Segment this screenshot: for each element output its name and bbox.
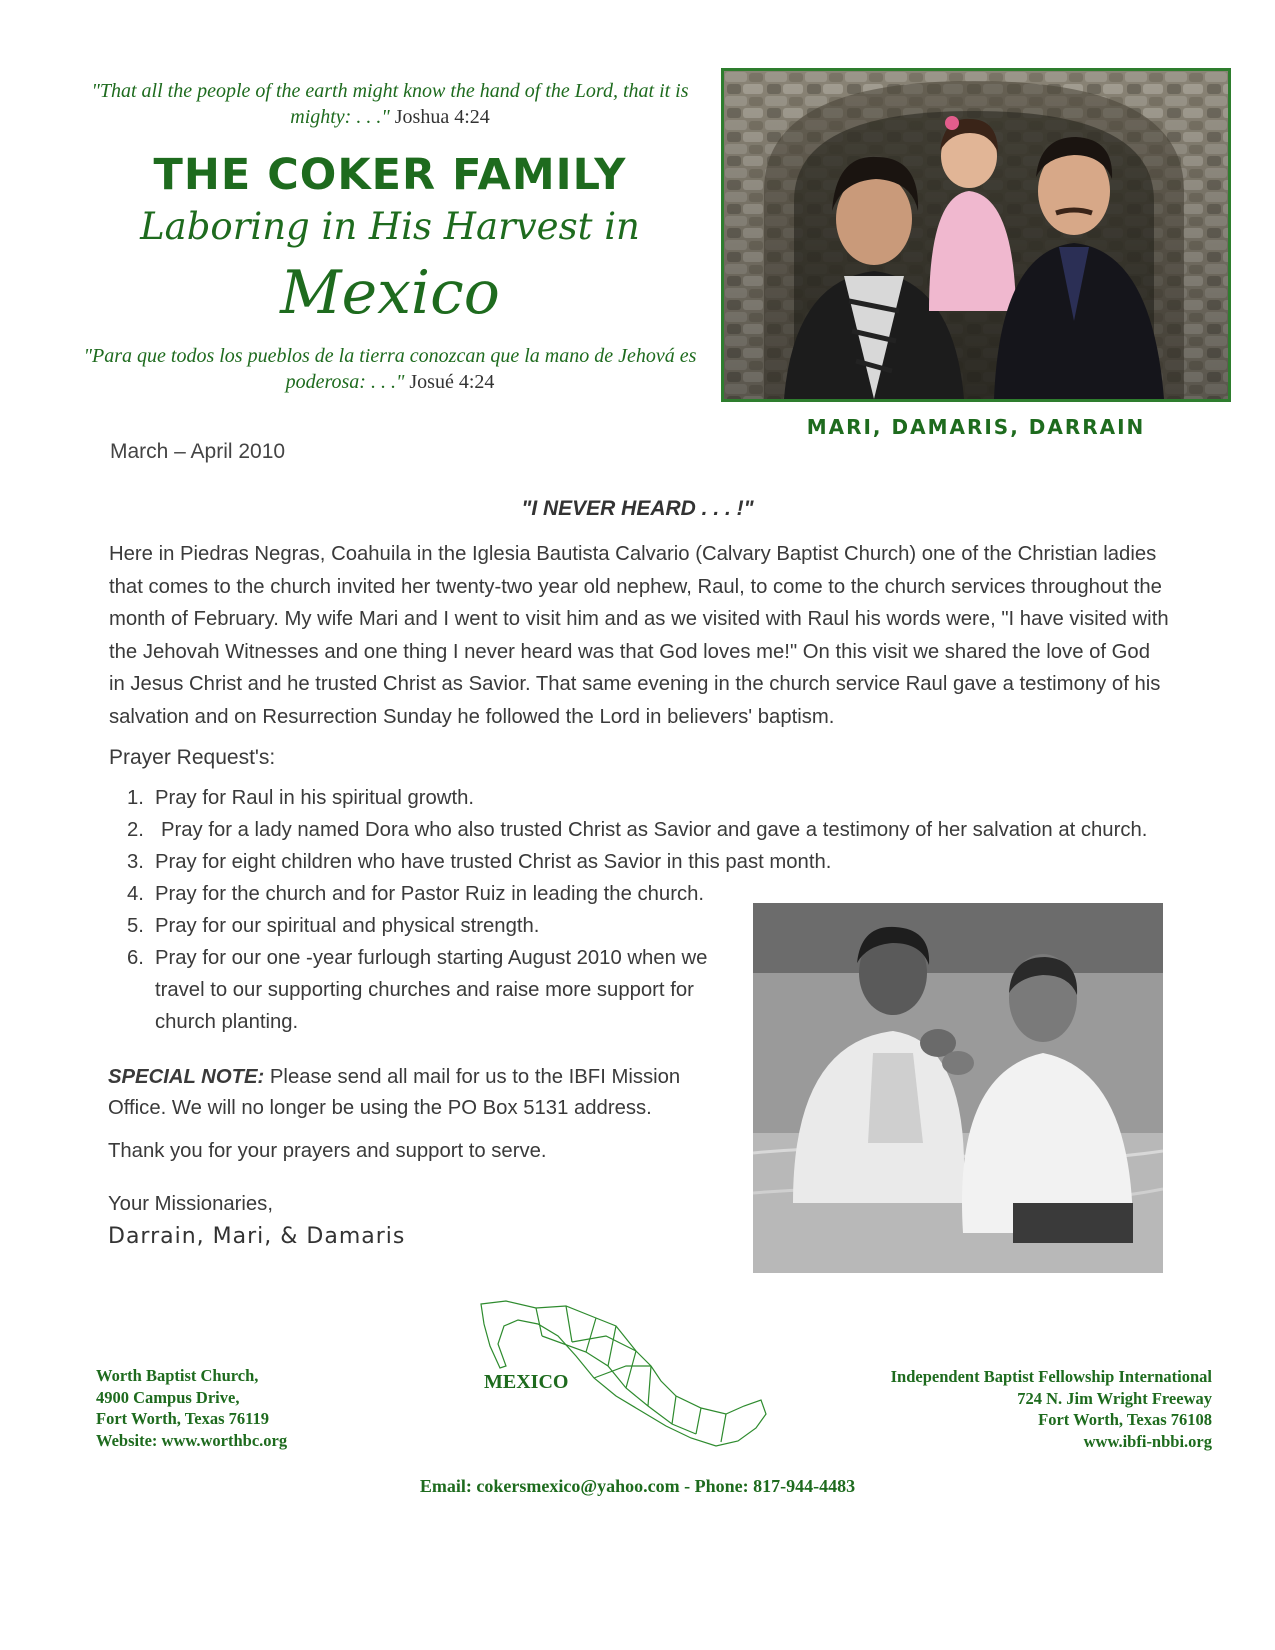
- prayer-item: [127, 814, 1147, 846]
- verse-spanish-text: "Para que todos los pueblos de la tierra conozcan que la mano de Jehová es poderosa: . . .": [83, 345, 697, 393]
- family-photo: [721, 68, 1231, 402]
- prayer-item: [127, 878, 704, 910]
- mexico-map-outline: [476, 1296, 776, 1456]
- country-title: Mexico: [280, 258, 500, 328]
- signature: Darrain, Mari, & Damaris: [108, 1224, 406, 1249]
- prayer-item: [127, 782, 474, 814]
- church-street: 4900 Campus Drive,: [96, 1387, 240, 1407]
- mexico-map: [476, 1296, 776, 1456]
- prayer-heading: Prayer Request's:: [109, 746, 276, 769]
- special-note: [108, 1062, 708, 1124]
- prayer-item-text: Pray for our one -year furlough starting August 2010 when we travel to our supporting churches and raise more support for church planting.: [155, 947, 708, 1033]
- verse-spanish: [80, 343, 700, 395]
- prayer-item-text: Pray for the church and for Pastor Ruiz in leading the church.: [155, 883, 705, 905]
- prayer-item-number: 4.: [127, 883, 144, 905]
- church-website: Website: www.worthbc.org: [96, 1430, 288, 1450]
- prayer-item: [127, 846, 831, 878]
- prayer-item-text: Pray for Raul in his spiritual growth.: [155, 787, 474, 809]
- photo-caption: MARI, DAMARIS, DARRAIN: [806, 415, 1146, 439]
- closing-line: Your Missionaries,: [108, 1193, 273, 1215]
- baptism-photo: [753, 903, 1163, 1273]
- page-title: THE COKER FAMILY: [153, 150, 627, 200]
- prayer-item-number: 3.: [127, 851, 144, 873]
- verse-english-reference: Joshua 4:24: [394, 106, 490, 128]
- verse-spanish-reference: Josué 4:24: [409, 371, 495, 393]
- prayer-item: [127, 942, 715, 1038]
- prayer-item-text: Pray for eight children who have trusted Christ as Savior in this past month.: [155, 851, 832, 873]
- mission-office-city: Fort Worth, Texas 76108: [1038, 1410, 1212, 1429]
- map-label: MEXICO: [484, 1371, 569, 1393]
- baptism-photo-illustration: [753, 903, 1163, 1273]
- family-photo-illustration: [724, 71, 1228, 399]
- prayer-item-number: 1.: [127, 787, 144, 809]
- mission-office-name: Independent Baptist Fellowship International: [890, 1367, 1212, 1386]
- prayer-item-text: Pray for our spiritual and physical strength.: [155, 915, 540, 937]
- church-name: Worth Baptist Church,: [96, 1366, 259, 1385]
- church-address: [96, 1365, 287, 1451]
- special-note-text: Please send all mail for us to the IBFI Mission Office. We will no longer be using the PO Box 5131 address.: [108, 1066, 681, 1119]
- church-city: Fort Worth, Texas 76119: [96, 1409, 269, 1428]
- mission-office-address: [891, 1366, 1212, 1452]
- page-subtitle: Laboring in His Harvest in: [140, 205, 640, 248]
- special-note-label: SPECIAL NOTE:: [108, 1066, 265, 1088]
- prayer-item-number: 6.: [127, 947, 144, 969]
- prayer-item-text: Pray for a lady named Dora who also trusted Christ as Savior and gave a testimony of her salvation at church.: [161, 819, 1148, 841]
- prayer-item: [127, 910, 539, 942]
- letter-date: March – April 2010: [110, 440, 286, 463]
- letter-body: Here in Piedras Negras, Coahuila in the Iglesia Bautista Calvario (Calvary Baptist Church) one of the Christian ladies that comes to the church invited her twenty-two year old nephew, Raul, to come to the church services throughout the month of February. My wife Mari and I went to visit him and as we visited with Raul his words were, "I have visited with the Jehovah Witnesses and one thing I never heard was that God loves me!" On this visit we shared the love of God in Jesus Christ and he trusted Christ as Savior. That same evening in the church service Raul gave a testimony of his salvation and on Resurrection Sunday he followed the Lord in believers' baptism.: [109, 543, 1169, 728]
- verse-english-text: "That all the people of the earth might know the hand of the Lord, that it is mighty: . . .": [91, 80, 689, 128]
- prayer-item-number: 5.: [127, 915, 144, 937]
- mission-office-website: www.ibfi-nbbi.org: [1083, 1431, 1212, 1451]
- contact-line: Email: cokersmexico@yahoo.com - Phone: 817-944-4483: [419, 1476, 856, 1496]
- prayer-item-number: 2.: [127, 819, 144, 841]
- letter-headline: "I NEVER HEARD . . . !": [521, 497, 754, 520]
- mission-office-street: 724 N. Jim Wright Freeway: [1017, 1388, 1212, 1408]
- verse-english: [80, 78, 700, 130]
- thanks-line: Thank you for your prayers and support to serve.: [108, 1140, 547, 1162]
